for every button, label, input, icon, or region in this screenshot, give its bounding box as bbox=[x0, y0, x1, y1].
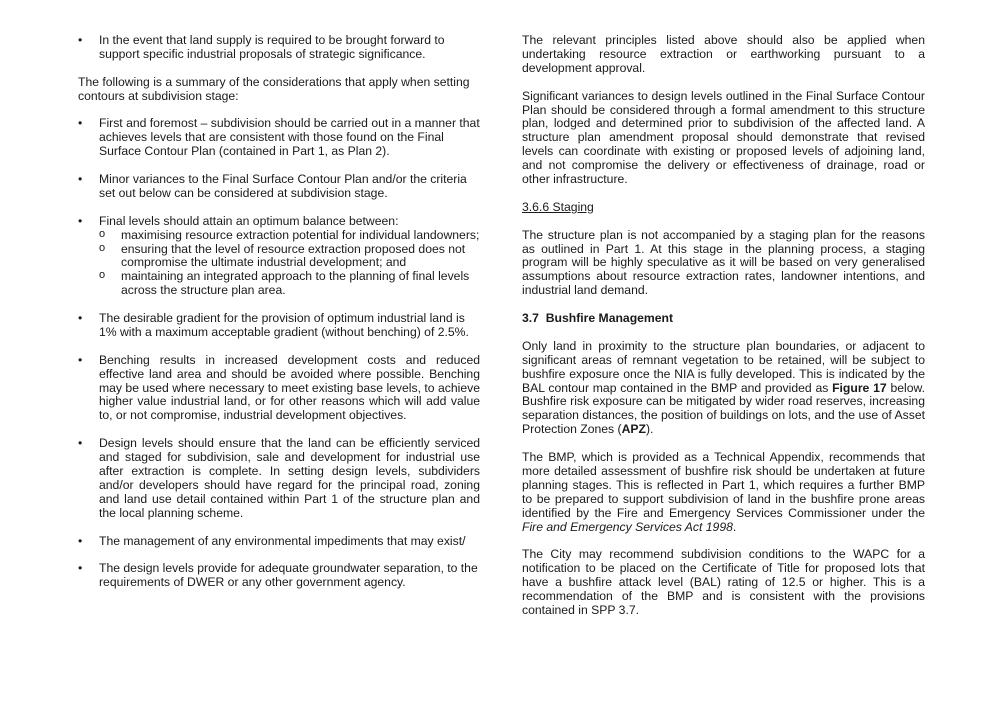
act-title: Fire and Emergency Services Act 1998 bbox=[522, 519, 733, 534]
left-column bbox=[78, 34, 480, 604]
list-item: • The design levels provide for adequate groundwater separation, to the requirements of DWER or any other government agency. bbox=[78, 562, 480, 590]
intro-paragraph: The following is a summary of the considerations that apply when setting contours at subdivision stage: bbox=[78, 74, 470, 103]
sub-list bbox=[99, 229, 480, 299]
bullet-list-top bbox=[78, 34, 480, 62]
text-run: below. Bushfire risk exposure can be mitigated by wider road reserves, increasing separation distances, the position of buildings on lots, and the use of Asset Protection Zones ( bbox=[522, 380, 925, 437]
text-run: Only land in proximity to the structure plan boundaries, or adjacent to significant areas of remnant vegetation to be retained, will be subject to bushfire exposure once the NIA is fully developed. This is indicated by the BAL contour map contained in the BMP and provided as bbox=[522, 338, 925, 395]
sub-list-item: o maximising resource extraction potential for individual landowners; bbox=[99, 229, 480, 243]
paragraph bbox=[522, 340, 925, 437]
text-run: The BMP, which is provided as a Technical Appendix, recommends that more detailed assessment of bushfire risk should be undertaken at future planning stages. This is reflected in Part 1, which requires a further BMP to be prepared to support subdivision of land in the bushfire prone areas identified by the Fire and Emergency Services Commissioner under the bbox=[522, 450, 925, 520]
section-heading-staging: 3.6.6 Staging bbox=[522, 199, 594, 214]
figure-reference: Figure 17 bbox=[832, 380, 887, 395]
list-item: • The desirable gradient for the provision of optimum industrial land is 1% with a maximum acceptable gradient (without benching) of 2.5%. bbox=[78, 312, 480, 340]
list-item bbox=[78, 215, 480, 298]
paragraph bbox=[522, 451, 925, 534]
section-heading-bushfire bbox=[522, 312, 925, 326]
text-run: . bbox=[732, 519, 737, 534]
right-column bbox=[522, 34, 925, 632]
sub-list-item: o maintaining an integrated approach to the planning of final levels across the structure plan area. bbox=[99, 270, 480, 298]
list-item: • First and foremost – subdivision should be carried out in a manner that achieves levels that are consistent with those found on the Final Surface Contour Plan (contained in Part 1, as Plan 2). bbox=[78, 117, 480, 159]
list-item: • Design levels should ensure that the land can be efficiently serviced and staged for subdivision, sale and development for industrial use after extraction is complete. In setting design levels, subdividers and/or developers should have regard for the principal road, zoning and land use detail contained within Part 1 of the structure plan and the local planning scheme. bbox=[78, 437, 480, 520]
apz-abbrev: APZ bbox=[621, 422, 646, 437]
sub-list-item: o ensuring that the level of resource extraction proposed does not compromise the ultimate industrial development; and bbox=[99, 243, 480, 271]
considerations-list bbox=[78, 117, 480, 590]
text-run: ). bbox=[645, 422, 654, 437]
list-item: • The management of any environmental impediments that may exist/ bbox=[78, 535, 480, 549]
paragraph: The relevant principles listed above should also be applied when undertaking resource extraction or earthworking pursuant to a development approval. bbox=[522, 33, 925, 75]
heading-text: Bushfire Management bbox=[545, 311, 674, 326]
list-item: • In the event that land supply is required to be brought forward to support specific industrial proposals of strategic significance. bbox=[78, 34, 480, 62]
heading-number: 3.7 bbox=[522, 311, 539, 326]
paragraph: Significant variances to design levels outlined in the Final Surface Contour Plan should be considered through a formal amendment to this structure plan, lodged and determined prior to subdivision of the affected land. A structure plan amendment proposal should demonstrate that revised levels can coordinate with existing or proposed levels of adjoining land, and not compromise the delivery or effectiveness of drainage, road or other infrastructure. bbox=[522, 88, 925, 187]
paragraph: The City may recommend subdivision conditions to the WAPC for a notification to be placed on the Certificate of Title for proposed lots that have a bushfire attack level (BAL) rating of 12.5 or higher. This is a recommendation of the BMP and is consistent with the provisions contained in SPP 3.7. bbox=[522, 547, 925, 618]
list-item: • Benching results in increased development costs and reduced effective land area and should be avoided where possible. Benching may be used where necessary to meet existing base levels, to achieve higher value industrial land, or for other reasons which will add value to, or not compromise, industrial development objectives. bbox=[78, 354, 480, 424]
list-item: • Minor variances to the Final Surface Contour Plan and/or the criteria set out below can be considered at subdivision stage. bbox=[78, 173, 480, 201]
list-item-text: Final levels should attain an optimum balance between: bbox=[99, 213, 399, 228]
paragraph: The structure plan is not accompanied by a staging plan for the reasons as outlined in Part 1. At this stage in the planning process, a staging program will be highly speculative as it will be based on very generalised assumptions about resource extraction rates, landowner intentions, and industrial land demand. bbox=[522, 227, 925, 298]
